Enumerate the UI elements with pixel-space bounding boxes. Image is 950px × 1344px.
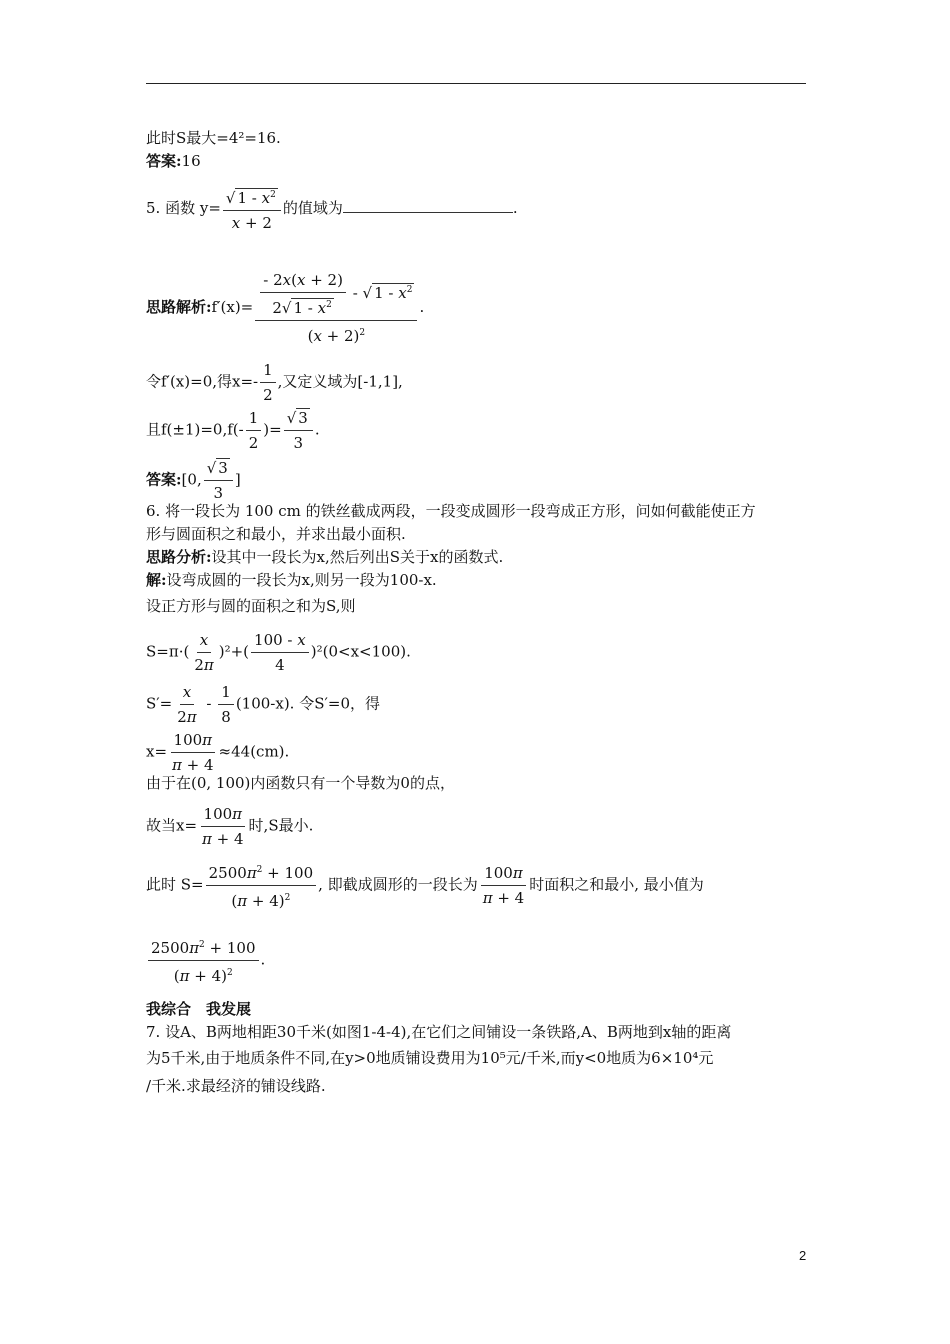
question-6-line2: 形与圆面积之和最小，并求出最小面积. bbox=[146, 525, 406, 543]
line-sum: 设正方形与圆的面积之和为S,则 bbox=[146, 597, 356, 615]
derivative-fraction: $\frac{- 2x(x + 2)}{2√ 1 - x^2}$ - √ $1 - x^2$ $(x + 2)^2$ bbox=[255, 270, 417, 346]
answer-4: 答案:16 bbox=[146, 152, 201, 170]
section-title: 我综合 我发展 bbox=[146, 1000, 252, 1018]
page-number: 2 bbox=[799, 1248, 807, 1263]
question-6-line1: 6. 将一段长为 100 cm 的铁丝截成两段，一段变成圆形一段弯成正方形，问如何截能使正方 bbox=[146, 502, 756, 520]
line-when: 故当x= $\frac{100\pi}{\pi + 4}$ 时,S最小. bbox=[146, 805, 314, 848]
line-only: 由于在(0, 100)内函数只有一个导数为0的点， bbox=[146, 774, 455, 792]
line-dS: S′= $\frac{x}{2\pi}$ - $\frac{1}{8}$ (100-x). 令S′=0，得 bbox=[146, 683, 381, 726]
header-rule bbox=[146, 83, 806, 84]
line-f: 且f(±1)=0,f(- $\frac{1}{2}$ )= $\frac{√ 3}{3}$ . bbox=[146, 409, 320, 452]
line-smax: 此时S最大=4²=16. bbox=[146, 129, 281, 147]
question-7-line1: 7. 设A、B两地相距30千米(如图1-4-4),在它们之间铺设一条铁路,A、B两地到x轴的距离 bbox=[146, 1023, 732, 1041]
question-5: 5. 函数 y= $\frac{√ 1 - x^2}{x + 2}$ 的值域为 . bbox=[146, 185, 518, 233]
solution-6: 解:设弯成圆的一段长为x,则另一段为100-x. bbox=[146, 571, 437, 589]
line-now: 此时 S= $\frac{2500\pi^2 + 100}{(\pi + 4)^2}$ , 即截成圆形的一段长为 $\frac{100\pi}{\pi + 4}$ 时面积之和最小, 最小值为 bbox=[146, 860, 704, 911]
question-7-line2: 为5千米,由于地质条件不同,在y>0地质铺设费用为10⁵元/千米,而y<0地质为6×10⁴元 bbox=[146, 1049, 714, 1067]
analysis-6: 思路分析:设其中一段长为x,然后列出S关于x的函数式. bbox=[146, 548, 504, 566]
question-7-line3: /千米.求最经济的铺设线路. bbox=[146, 1077, 326, 1095]
line-x: x= $\frac{100\pi}{\pi + 4}$ ≈44(cm). bbox=[146, 731, 290, 774]
analysis-5: 思路解析:f′(x)= $\frac{- 2x(x + 2)}{2√ 1 - x^2}$ - √ $1 - x^2$ $(x + 2)^2$ . bbox=[146, 271, 425, 345]
line-final: $\frac{2500\pi^2 + 100}{(\pi + 4)^2}$ . bbox=[146, 935, 265, 986]
line-S: S=π·( $\frac{x}{2\pi}$ )²+( $\frac{100 - x}{4}$ )²(0<x<100). bbox=[146, 631, 411, 674]
answer-5: 答案:[0, $\frac{√ 3}{3}$ ] bbox=[146, 459, 241, 502]
line-zero: 令f′(x)=0,得x=- $\frac{1}{2}$ ,又定义域为[-1,1], bbox=[146, 361, 403, 404]
q5-fraction: $\frac{√ 1 - x^2}{x + 2}$ bbox=[223, 185, 281, 233]
answer-blank bbox=[343, 198, 513, 213]
